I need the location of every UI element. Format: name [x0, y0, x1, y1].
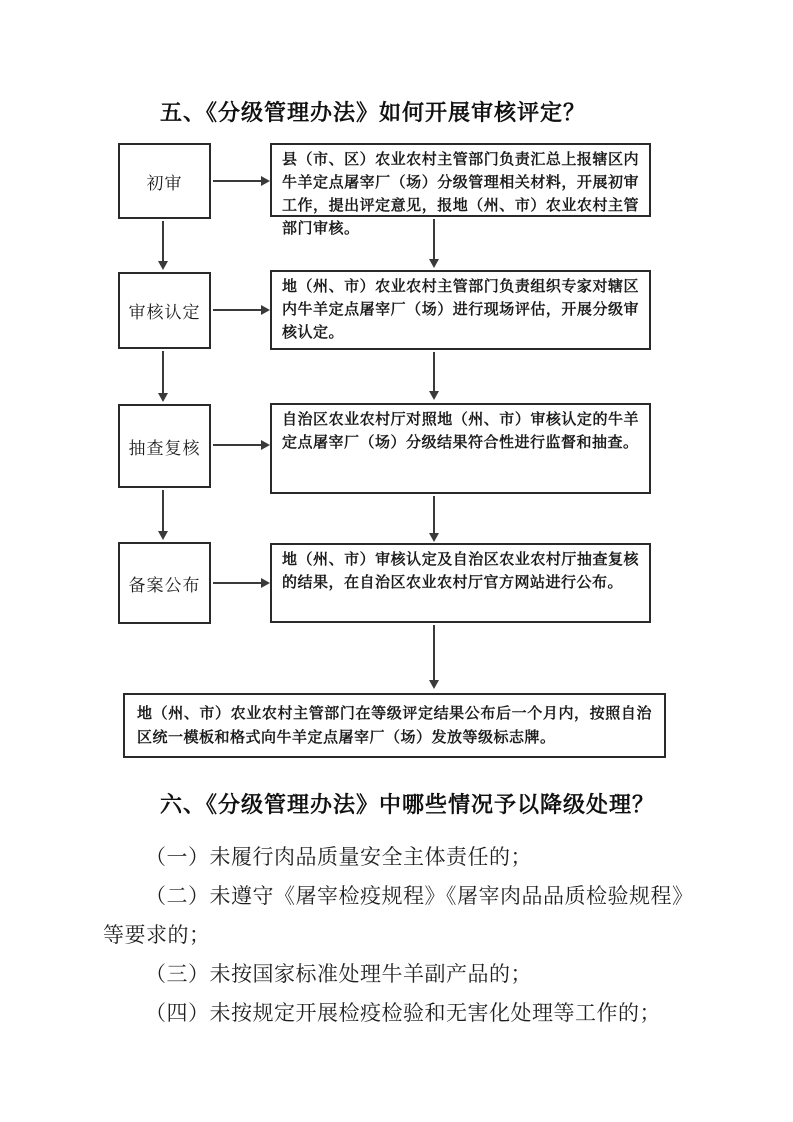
- flow-step-box-4: [118, 542, 211, 624]
- arrow-down-icon: [433, 352, 435, 398]
- arrow-right-icon: [213, 582, 268, 584]
- arrow-down-icon: [433, 496, 435, 540]
- flow-step-label-4: 备案公布: [128, 575, 201, 595]
- flow-desc-text-1: 县（市、区）农业农村主管部门负责汇总上报辖区内牛羊定点屠宰厂（场）分级管理相关材料，开展初审工作，提出评定意见，报地（州、市）农业农村主管部门审核。: [282, 152, 639, 237]
- arrow-down-icon: [162, 221, 164, 268]
- list-item: （二）未遵守《屠宰检疫规程》《屠宰肉品品质检验规程》等要求的；: [103, 884, 694, 947]
- flow-desc-text-3: 自治区农业农村厅对照地（州、市）审核认定的牛羊定点屠宰厂（场）分级结果符合性进行监督和抽查。: [282, 412, 639, 451]
- flow-final-box: [123, 693, 666, 758]
- list-item: （四）未按规定开展检疫检验和无害化处理等工作的；: [145, 1001, 661, 1025]
- flow-desc-text-2: 地（州、市）农业农村主管部门负责组织专家对辖区内牛羊定点屠宰厂（场）进行现场评估，开展分级审核认定。: [282, 279, 639, 341]
- arrow-right-icon: [213, 309, 268, 311]
- arrow-down-icon: [162, 490, 164, 538]
- arrow-right-icon: [213, 180, 268, 182]
- list-item: （一）未履行肉品质量安全主体责任的；: [145, 845, 532, 869]
- flow-desc-box-4: [270, 543, 651, 623]
- section5-heading: 五、《分级管理办法》如何开展审核评定？: [160, 100, 587, 125]
- flow-step-box-2: [118, 272, 211, 349]
- flow-step-label-3: 抽查复核: [128, 438, 201, 458]
- list-item: （三）未按国家标准处理牛羊副产品的；: [145, 962, 532, 986]
- arrow-down-icon: [433, 625, 435, 687]
- arrow-right-icon: [213, 444, 268, 446]
- flow-desc-box-1: [270, 143, 651, 237]
- section6-heading: 六、《分级管理办法》中哪些情况予以降级处理？: [160, 792, 656, 817]
- demotion-conditions-list: [103, 838, 697, 1033]
- flow-final-text: 地（州、市）农业农村主管部门在等级评定结果公布后一个月内，按照自治区统一模板和格式向牛羊定点屠宰厂（场）发放等级标志牌。: [137, 706, 652, 746]
- flow-desc-box-2: [270, 270, 651, 350]
- arrow-down-icon: [162, 351, 164, 400]
- flow-step-box-3: [118, 404, 211, 488]
- arrow-down-icon: [433, 219, 435, 266]
- flow-desc-text-4: 地（州、市）审核认定及自治区农业农村厅抽查复核的结果，在自治区农业农村厅官方网站进行公布。: [282, 552, 639, 591]
- flow-step-label-2: 审核认定: [128, 303, 201, 322]
- flow-step-label-1: 初审: [146, 173, 183, 193]
- flow-step-box-1: [118, 143, 211, 219]
- flow-desc-box-3: [270, 403, 651, 494]
